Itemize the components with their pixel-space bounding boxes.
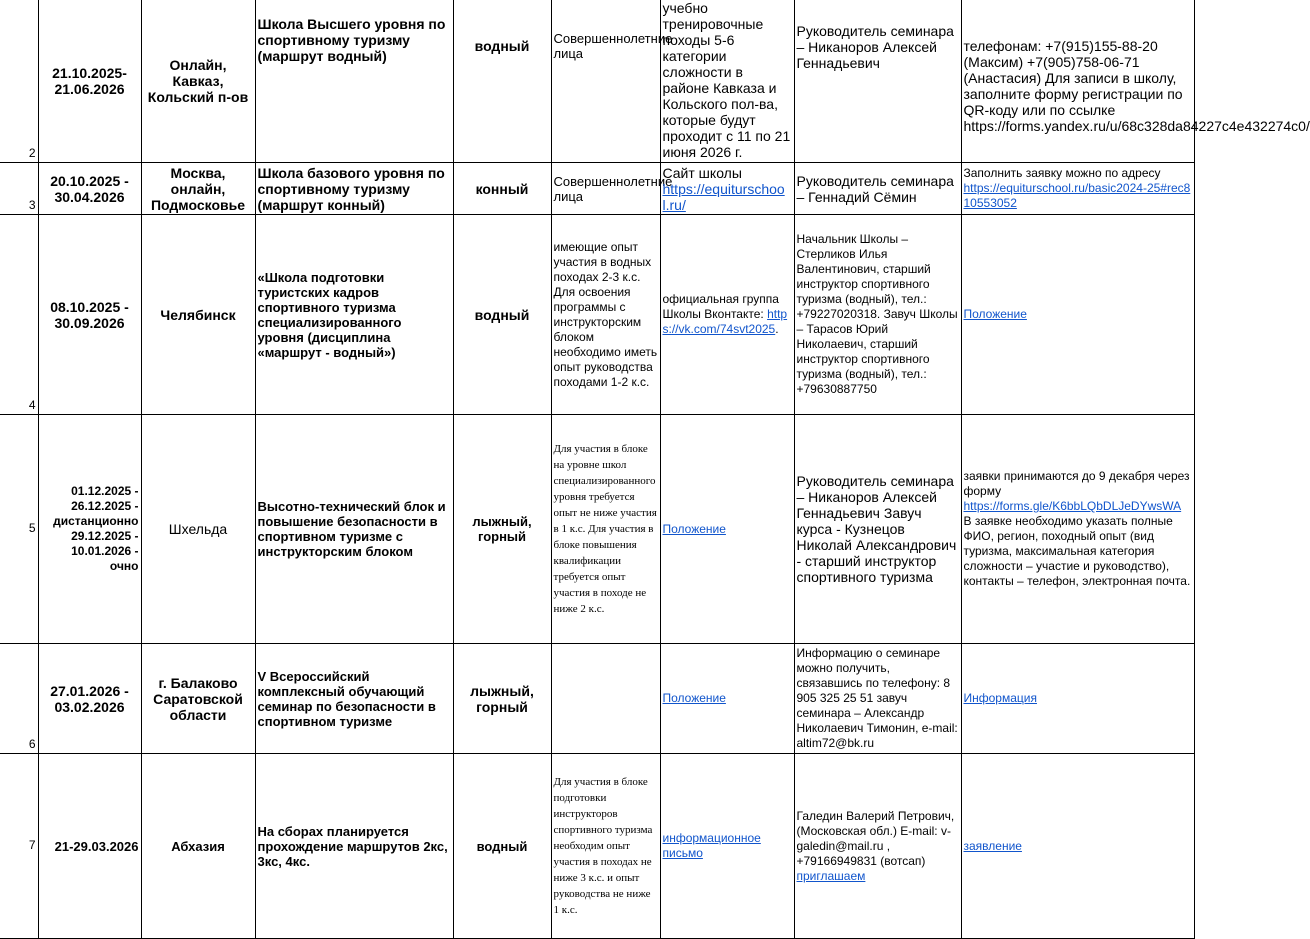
registration-text: Заполнить заявку можно по адресу bbox=[963, 166, 1161, 180]
type-cell: лыжный, горный bbox=[453, 644, 551, 754]
title-cell: «Школа подготовки туристских кадров спортивного туризма специализированного уровня (дисциплина «маршрут - водный») bbox=[255, 215, 453, 415]
participants-cell: Совершеннолетние лица bbox=[551, 0, 660, 163]
registration-cell bbox=[961, 754, 1194, 939]
participants-cell bbox=[551, 644, 660, 754]
application-link[interactable]: заявление bbox=[963, 838, 1022, 853]
program-text: Сайт школы bbox=[662, 164, 742, 181]
table-row bbox=[0, 215, 1194, 415]
participants-cell: Для участия в блоке на уровне школ специализированного уровня требуется опыт не ниже участия в 1 к.с. Для участия в блоке повышения квалификации требуется опыт участия в походе не ниже 2 к.с. bbox=[551, 415, 660, 644]
location-cell: Абхазия bbox=[141, 754, 255, 939]
row-number: 3 bbox=[0, 163, 38, 215]
dates-cell: 21.10.2025-21.06.2026 bbox=[38, 0, 141, 163]
regulation-link[interactable]: Положение bbox=[662, 521, 726, 536]
table-row bbox=[0, 754, 1194, 939]
location-cell: г. Балаково Саратовской области bbox=[141, 644, 255, 754]
registration-cell bbox=[961, 215, 1194, 415]
location-cell: Челябинск bbox=[141, 215, 255, 415]
table-row bbox=[0, 0, 1194, 163]
school-site-link[interactable]: https://equiturschool.ru/ bbox=[662, 180, 785, 213]
program-cell bbox=[660, 163, 794, 215]
registration-cell bbox=[961, 644, 1194, 754]
contacts-cell bbox=[794, 754, 961, 939]
invite-link[interactable]: приглашаем bbox=[796, 868, 866, 883]
info-letter-link[interactable]: информационное письмо bbox=[662, 831, 761, 860]
program-text: официальная группа Школы Вконтакте: bbox=[662, 292, 779, 321]
row-number: 7 bbox=[0, 754, 38, 939]
information-link[interactable]: Информация bbox=[963, 691, 1037, 705]
program-cell bbox=[660, 415, 794, 644]
location-cell: Москва, онлайн, Подмосковье bbox=[141, 163, 255, 215]
vk-group-link[interactable]: https://vk.com/74svt2025 bbox=[662, 307, 788, 336]
regulation-link[interactable]: Положение bbox=[662, 691, 726, 705]
registration-form-link[interactable]: https://forms.gle/K6bbLQbDLJeDYwsWA bbox=[963, 499, 1182, 513]
registration-link[interactable]: https://equiturschool.ru/basic2024-25#rec810553052 bbox=[963, 181, 1191, 210]
dates-cell: 27.01.2026 - 03.02.2026 bbox=[38, 644, 141, 754]
program-cell bbox=[660, 644, 794, 754]
dates-cell: 01.12.2025 - 26.12.2025 - дистанционно 29.12.2025 - 10.01.2026 - очно bbox=[38, 415, 141, 644]
title-cell: V Всероссийский комплексный обучающий семинар по безопасности в спортивном туризме bbox=[255, 644, 453, 754]
contacts-cell: Начальник Школы – Стерликов Илья Валентинович, старший инструктор спортивного туризма (водный), тел.: +79227020318. Завуч Школы – Тарасов Юрий Николаевич, старший инструктор спортивного туризма (водный), тел.: +79630887750 bbox=[794, 215, 961, 415]
type-cell: водный bbox=[453, 0, 551, 163]
participants-cell: Совершеннолетние лица bbox=[551, 163, 660, 215]
contacts-cell: Руководитель семинара – Геннадий Сёмин bbox=[794, 163, 961, 215]
contacts-cell: Руководитель семинара – Никаноров Алексей Геннадьевич bbox=[794, 0, 961, 163]
dates-cell: 21-29.03.2026 bbox=[38, 754, 141, 939]
program-cell bbox=[660, 754, 794, 939]
registration-text: заявки принимаются до 9 декабря через форму bbox=[963, 469, 1190, 498]
row-number: 5 bbox=[0, 415, 38, 644]
location-cell: Шхельда bbox=[141, 415, 255, 644]
row-number: 6 bbox=[0, 644, 38, 754]
table-row bbox=[0, 163, 1194, 215]
type-cell: конный bbox=[453, 163, 551, 215]
regulation-link[interactable]: Положение bbox=[963, 307, 1027, 321]
dates-cell: 20.10.2025 - 30.04.2026 bbox=[38, 163, 141, 215]
registration-cell: телефонам: +7(915)155-88-20 (Максим) +7(905)758-06-71 (Анастасия) Для записи в школу, заполните форму регистрации по QR-коду или по ссылке https://forms.yandex.ru/u/68c328da84227c4e432274c0/ bbox=[961, 0, 1194, 163]
program-cell bbox=[660, 215, 794, 415]
title-cell: Высотно-технический блок и повышение безопасности в спортивном туризме с инструкторским блоком bbox=[255, 415, 453, 644]
contacts-cell: Руководитель семинара – Никаноров Алексей Геннадьевич Завуч курса - Кузнецов Николай Александрович - старший инструктор спортивного туризма bbox=[794, 415, 961, 644]
table-row bbox=[0, 644, 1194, 754]
contacts-cell: Информацию о семинаре можно получить, связавшись по телефону: 8 905 325 25 51 завуч семинара – Александр Николаевич Тимонин, e-mail: altim72@bk.ru bbox=[794, 644, 961, 754]
registration-note: В заявке необходимо указать полные ФИО, регион, походный опыт (вид туризма, максимальная категория сложности – участие и руководство), контакты – телефон, электронная почта. bbox=[963, 514, 1191, 588]
row-number: 2 bbox=[0, 0, 38, 163]
title-cell: На сборах планируется прохождение маршрутов 2кс, 3кс, 4кс. bbox=[255, 754, 453, 939]
type-cell: лыжный, горный bbox=[453, 415, 551, 644]
contacts-text: Галедин Валерий Петрович, (Московская обл.) E-mail: v-galedin@mail.ru , +79166949831 (вотсап) bbox=[796, 808, 955, 868]
registration-cell bbox=[961, 415, 1194, 644]
title-cell: Школа базового уровня по спортивному туризму (маршрут конный) bbox=[255, 163, 453, 215]
type-cell: водный bbox=[453, 754, 551, 939]
type-cell: водный bbox=[453, 215, 551, 415]
dates-cell: 08.10.2025 - 30.09.2026 bbox=[38, 215, 141, 415]
program-cell: учебно тренировочные походы 5-6 категории сложности в районе Кавказа и Кольского пол-ва, которые будут проходит с 11 по 21 июня 2026 г. bbox=[660, 0, 794, 163]
participants-cell: имеющие опыт участия в водных походах 2-3 к.с. Для освоения программы с инструкторским блоком необходимо иметь опыт руководства походами 1-2 к.с. bbox=[551, 215, 660, 415]
table-row bbox=[0, 415, 1194, 644]
registration-cell bbox=[961, 163, 1194, 215]
program-after: . bbox=[775, 322, 779, 336]
title-cell: Школа Высшего уровня по спортивному туризму (маршрут водный) bbox=[255, 0, 453, 163]
participants-cell: Для участия в блоке подготовки инструкторов спортивного туризма необходим опыт участия в походах не ниже 3 к.с. и опыт руководства не ниже 1 к.с. bbox=[551, 754, 660, 939]
location-cell: Онлайн, Кавказ, Кольский п-ов bbox=[141, 0, 255, 163]
row-number: 4 bbox=[0, 215, 38, 415]
